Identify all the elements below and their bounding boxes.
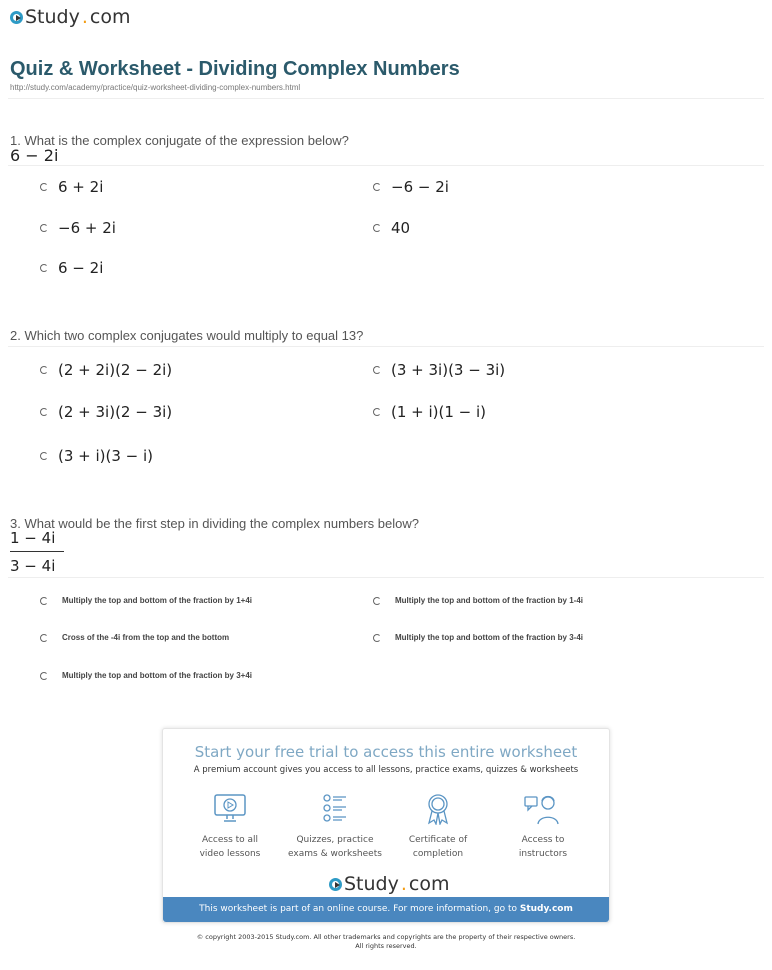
answer-option[interactable] bbox=[40, 596, 252, 605]
study-logo[interactable] bbox=[10, 6, 131, 28]
option-label: 6 − 2i bbox=[58, 259, 104, 277]
answer-option[interactable] bbox=[40, 361, 172, 379]
radio-button[interactable] bbox=[40, 264, 48, 272]
feature-label: instructors bbox=[518, 849, 568, 859]
answer-option[interactable] bbox=[373, 361, 505, 379]
divider bbox=[8, 165, 764, 166]
option-label: 40 bbox=[391, 219, 411, 237]
option-label: (2 + 3i)(2 − 3i) bbox=[58, 403, 173, 421]
answer-option[interactable] bbox=[373, 403, 486, 421]
feature-instructors bbox=[488, 793, 598, 861]
radio-button[interactable] bbox=[40, 672, 48, 680]
answer-option[interactable] bbox=[373, 633, 583, 642]
radio-button[interactable] bbox=[373, 224, 381, 232]
promo-study-logo[interactable] bbox=[329, 873, 450, 895]
promo-subheading: A premium account gives you access to all lessons, practice exams, quizzes & worksheets bbox=[193, 765, 579, 775]
list-icon bbox=[318, 793, 352, 825]
page-title: Quiz & Worksheet - Dividing Complex Numbers bbox=[10, 58, 460, 80]
play-logo-icon bbox=[329, 878, 342, 891]
feature-video-lessons bbox=[175, 793, 285, 861]
divider bbox=[8, 346, 764, 347]
radio-button[interactable] bbox=[373, 597, 381, 605]
instructor-icon bbox=[523, 793, 563, 825]
radio-button[interactable] bbox=[40, 597, 48, 605]
option-label: Multiply the top and bottom of the fraction by 1-4i bbox=[395, 596, 583, 605]
option-label: (1 + i)(1 − i) bbox=[391, 403, 487, 421]
radio-button[interactable] bbox=[40, 366, 48, 374]
radio-button[interactable] bbox=[40, 224, 48, 232]
feature-label: Access to bbox=[521, 835, 565, 845]
copyright bbox=[0, 933, 772, 951]
option-label: Multiply the top and bottom of the fraction by 1+4i bbox=[62, 596, 252, 605]
feature-label: Quizzes, practice bbox=[296, 835, 374, 845]
answer-option[interactable] bbox=[40, 447, 153, 465]
feature-label: Certificate of bbox=[408, 835, 468, 845]
bar-text: This worksheet is part of an online course. For more information, go to bbox=[199, 904, 520, 914]
answer-option[interactable] bbox=[373, 219, 410, 237]
answer-option[interactable] bbox=[373, 178, 449, 196]
radio-button[interactable] bbox=[373, 634, 381, 642]
option-label: −6 − 2i bbox=[391, 178, 449, 196]
feature-quizzes bbox=[280, 793, 390, 861]
answer-option[interactable] bbox=[40, 633, 229, 642]
video-lesson-icon bbox=[213, 793, 247, 825]
radio-button[interactable] bbox=[40, 183, 48, 191]
study-link[interactable]: Study.com bbox=[519, 904, 573, 914]
radio-button[interactable] bbox=[40, 634, 48, 642]
radio-button[interactable] bbox=[40, 408, 48, 416]
option-label: 6 + 2i bbox=[58, 178, 104, 196]
answer-option[interactable] bbox=[40, 259, 103, 277]
divider bbox=[8, 577, 764, 578]
logo-text: Study bbox=[25, 6, 80, 28]
option-label: Multiply the top and bottom of the fraction by 3+4i bbox=[62, 671, 252, 680]
radio-button[interactable] bbox=[40, 452, 48, 460]
radio-button[interactable] bbox=[373, 408, 381, 416]
certificate-icon bbox=[421, 793, 455, 825]
question-2-text: 2. Which two complex conjugates would multiply to equal 13? bbox=[10, 328, 364, 343]
feature-label: Access to all bbox=[201, 835, 259, 845]
copyright-line: © copyright 2003-2015 Study.com. All other trademarks and copyrights are the property of their respective owners. bbox=[196, 933, 576, 941]
numerator: 1 − 4i bbox=[10, 529, 56, 547]
answer-option[interactable] bbox=[40, 671, 252, 680]
option-label: Multiply the top and bottom of the fraction by 3-4i bbox=[395, 633, 583, 642]
option-label: Cross of the -4i from the top and the bottom bbox=[62, 633, 230, 642]
option-label: (3 + 3i)(3 − 3i) bbox=[391, 361, 506, 379]
question-3-text: 3. What would be the first step in dividing the complex numbers below? bbox=[10, 516, 419, 531]
rights-line: All rights reserved. bbox=[355, 942, 417, 950]
logo-tld: com bbox=[408, 873, 450, 895]
logo-dot: . bbox=[400, 873, 407, 895]
question-1-text: 1. What is the complex conjugate of the expression below? bbox=[10, 133, 349, 148]
question-1-expression: 6 − 2i bbox=[10, 146, 59, 165]
feature-label: completion bbox=[412, 849, 464, 859]
option-label: (3 + i)(3 − i) bbox=[58, 447, 154, 465]
logo-tld: com bbox=[89, 6, 131, 28]
feature-label: exams & worksheets bbox=[288, 849, 382, 859]
page-url: http://study.com/academy/practice/quiz-worksheet-dividing-complex-numbers.html bbox=[10, 83, 301, 92]
question-3-fraction bbox=[10, 529, 64, 575]
option-label: −6 + 2i bbox=[58, 219, 116, 237]
promo-heading: Start your free trial to access this entire worksheet bbox=[194, 743, 578, 761]
logo-dot: . bbox=[81, 6, 88, 28]
radio-button[interactable] bbox=[373, 183, 381, 191]
feature-label: video lessons bbox=[199, 849, 261, 859]
play-logo-icon bbox=[10, 11, 23, 24]
course-info-bar bbox=[163, 897, 609, 922]
free-trial-promo[interactable] bbox=[162, 728, 610, 923]
logo-text: Study bbox=[344, 873, 399, 895]
answer-option[interactable] bbox=[40, 178, 103, 196]
divider bbox=[8, 98, 764, 99]
fraction-bar bbox=[10, 551, 64, 552]
answer-option[interactable] bbox=[40, 403, 172, 421]
radio-button[interactable] bbox=[373, 366, 381, 374]
denominator: 3 − 4i bbox=[10, 557, 56, 575]
option-label: (2 + 2i)(2 − 2i) bbox=[58, 361, 173, 379]
feature-certificate bbox=[383, 793, 493, 861]
answer-option[interactable] bbox=[40, 219, 116, 237]
answer-option[interactable] bbox=[373, 596, 583, 605]
